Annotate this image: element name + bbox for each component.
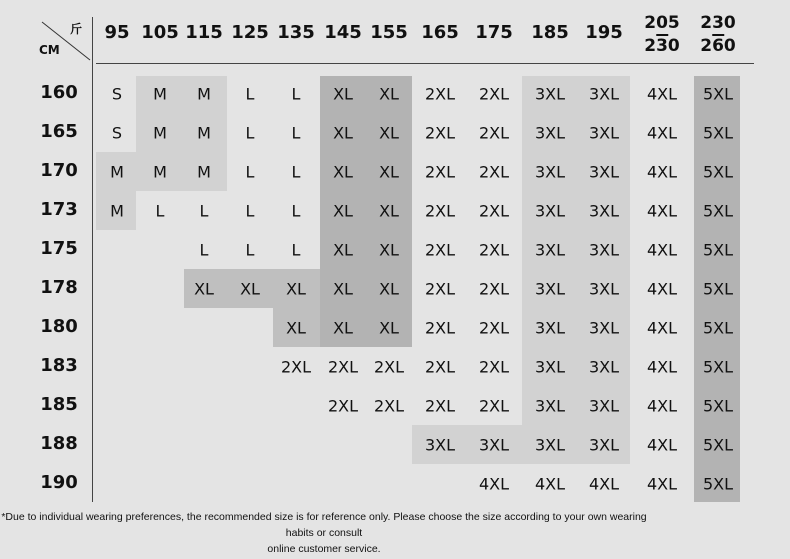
size-cell: XL	[286, 318, 306, 338]
weight-header: 165	[421, 22, 459, 43]
weight-header: 185	[531, 22, 569, 43]
height-label: 165	[40, 121, 78, 142]
weight-header: 145	[324, 22, 362, 43]
size-cell: M	[110, 162, 124, 182]
header-divider	[96, 63, 754, 64]
size-cell: 4XL	[646, 279, 678, 299]
size-cell: L	[245, 162, 255, 182]
vertical-divider	[92, 17, 93, 502]
size-cell: L	[245, 84, 255, 104]
size-cell: 3XL	[588, 396, 620, 416]
weight-range-top: 230	[700, 13, 736, 33]
size-cell: 3XL	[534, 201, 566, 221]
size-cell: XL	[194, 279, 214, 299]
size-cell: 2XL	[424, 318, 456, 338]
weight-header: 135	[277, 22, 315, 43]
size-cell: 5XL	[702, 84, 734, 104]
weight-header: 105	[141, 22, 179, 43]
size-cell: XL	[240, 279, 260, 299]
size-cell: XL	[333, 240, 353, 260]
size-cell: L	[291, 84, 301, 104]
size-cell: XL	[333, 201, 353, 221]
size-cell: XL	[379, 279, 399, 299]
height-label: 170	[40, 160, 78, 181]
size-cell: 5XL	[702, 435, 734, 455]
corner-height-unit: CM	[39, 43, 60, 57]
corner-weight-unit: 斤	[70, 22, 83, 36]
size-cell: 3XL	[588, 357, 620, 377]
weight-range-header	[644, 12, 680, 58]
size-cell: 3XL	[534, 123, 566, 143]
size-cell: 3XL	[534, 396, 566, 416]
size-cell: M	[153, 162, 167, 182]
size-cell: 5XL	[702, 201, 734, 221]
size-cell: 5XL	[702, 357, 734, 377]
size-cell: 2XL	[280, 357, 312, 377]
height-label: 173	[40, 199, 78, 220]
weight-range-header	[700, 12, 736, 58]
height-label: 183	[40, 355, 78, 376]
size-cell: 4XL	[646, 123, 678, 143]
weight-range-top: 205	[644, 13, 680, 33]
size-cell: 2XL	[478, 123, 510, 143]
size-cell: XL	[333, 84, 353, 104]
size-cell: L	[155, 201, 165, 221]
size-cell: 4XL	[534, 474, 566, 494]
disclaimer-line-1: *Due to individual wearing preferences, the recommended size is for reference only. Please choose the size according to your own wearing habits or consult	[1, 511, 647, 539]
size-cell: 2XL	[373, 396, 405, 416]
size-cell: 2XL	[478, 279, 510, 299]
size-cell: 4XL	[646, 201, 678, 221]
weight-header: 155	[370, 22, 408, 43]
weight-header: 125	[231, 22, 269, 43]
size-cell: L	[291, 123, 301, 143]
weight-range-bottom: 260	[700, 36, 736, 56]
weight-header: 95	[104, 22, 130, 43]
size-cell: 4XL	[646, 84, 678, 104]
size-cell: XL	[333, 162, 353, 182]
height-label: 160	[40, 82, 78, 103]
size-cell: 4XL	[646, 396, 678, 416]
height-label: 180	[40, 316, 78, 337]
size-cell: 2XL	[424, 240, 456, 260]
size-cell: 3XL	[588, 84, 620, 104]
size-cell: 3XL	[534, 435, 566, 455]
height-label: 178	[40, 277, 78, 298]
size-cell: 4XL	[478, 474, 510, 494]
size-cell: XL	[379, 162, 399, 182]
weight-header: 115	[185, 22, 223, 43]
size-cell: 2XL	[424, 162, 456, 182]
size-cell: 2XL	[327, 396, 359, 416]
disclaimer-line-2: online customer service.	[267, 543, 381, 555]
size-cell: M	[197, 123, 211, 143]
size-cell: 3XL	[588, 435, 620, 455]
size-cell: 2XL	[478, 201, 510, 221]
size-cell: 3XL	[534, 162, 566, 182]
size-cell: 2XL	[478, 396, 510, 416]
size-cell: XL	[333, 318, 353, 338]
size-cell: L	[199, 240, 209, 260]
size-cell: 3XL	[588, 279, 620, 299]
size-cell: 2XL	[478, 240, 510, 260]
weight-range-bottom: 230	[644, 36, 680, 56]
size-cell: 2XL	[327, 357, 359, 377]
size-cell: 3XL	[588, 318, 620, 338]
size-cell: XL	[286, 279, 306, 299]
size-cell: L	[245, 240, 255, 260]
size-cell: 3XL	[534, 84, 566, 104]
size-cell: 3XL	[588, 201, 620, 221]
size-cell: XL	[333, 123, 353, 143]
size-cell: 2XL	[478, 318, 510, 338]
size-cell: 3XL	[534, 279, 566, 299]
size-cell: 5XL	[702, 123, 734, 143]
size-cell: 4XL	[588, 474, 620, 494]
size-cell: 5XL	[702, 279, 734, 299]
size-cell: 5XL	[702, 396, 734, 416]
size-cell: L	[291, 201, 301, 221]
size-cell: 3XL	[424, 435, 456, 455]
size-cell: S	[111, 123, 123, 143]
size-cell: 3XL	[534, 357, 566, 377]
size-cell: XL	[333, 279, 353, 299]
size-cell: 3XL	[478, 435, 510, 455]
size-cell: XL	[379, 240, 399, 260]
size-cell: 4XL	[646, 318, 678, 338]
size-cell: L	[291, 240, 301, 260]
size-cell: 3XL	[588, 123, 620, 143]
height-label: 175	[40, 238, 78, 259]
size-cell: 2XL	[373, 357, 405, 377]
disclaimer-note	[0, 509, 648, 557]
size-cell: 4XL	[646, 474, 678, 494]
size-cell: L	[245, 123, 255, 143]
shade-block	[136, 76, 227, 191]
size-cell: 2XL	[478, 84, 510, 104]
weight-header: 175	[475, 22, 513, 43]
size-cell: 5XL	[702, 474, 734, 494]
size-cell: M	[153, 84, 167, 104]
size-cell: 2XL	[478, 162, 510, 182]
size-cell: XL	[379, 318, 399, 338]
height-label: 185	[40, 394, 78, 415]
size-cell: 3XL	[588, 240, 620, 260]
height-label: 188	[40, 433, 78, 454]
size-cell: M	[197, 162, 211, 182]
size-cell: XL	[379, 123, 399, 143]
size-cell: 5XL	[702, 318, 734, 338]
size-cell: 2XL	[424, 84, 456, 104]
size-cell: 3XL	[534, 318, 566, 338]
size-cell: 2XL	[424, 123, 456, 143]
size-cell: 4XL	[646, 435, 678, 455]
size-cell: 4XL	[646, 162, 678, 182]
size-cell: 4XL	[646, 240, 678, 260]
size-cell: 2XL	[424, 279, 456, 299]
size-cell: 5XL	[702, 240, 734, 260]
size-cell: 2XL	[424, 201, 456, 221]
size-cell: M	[153, 123, 167, 143]
size-cell: 2XL	[424, 396, 456, 416]
size-cell: L	[245, 201, 255, 221]
size-cell: M	[110, 201, 124, 221]
size-cell: 5XL	[702, 162, 734, 182]
size-cell: L	[291, 162, 301, 182]
size-cell: S	[111, 84, 123, 104]
size-cell: XL	[379, 84, 399, 104]
size-cell: 2XL	[478, 357, 510, 377]
size-cell: 3XL	[534, 240, 566, 260]
size-cell: 3XL	[588, 162, 620, 182]
size-cell: M	[197, 84, 211, 104]
height-label: 190	[40, 472, 78, 493]
weight-header: 195	[585, 22, 623, 43]
size-cell: XL	[379, 201, 399, 221]
size-cell: L	[199, 201, 209, 221]
size-cell: 2XL	[424, 357, 456, 377]
size-cell: 4XL	[646, 357, 678, 377]
